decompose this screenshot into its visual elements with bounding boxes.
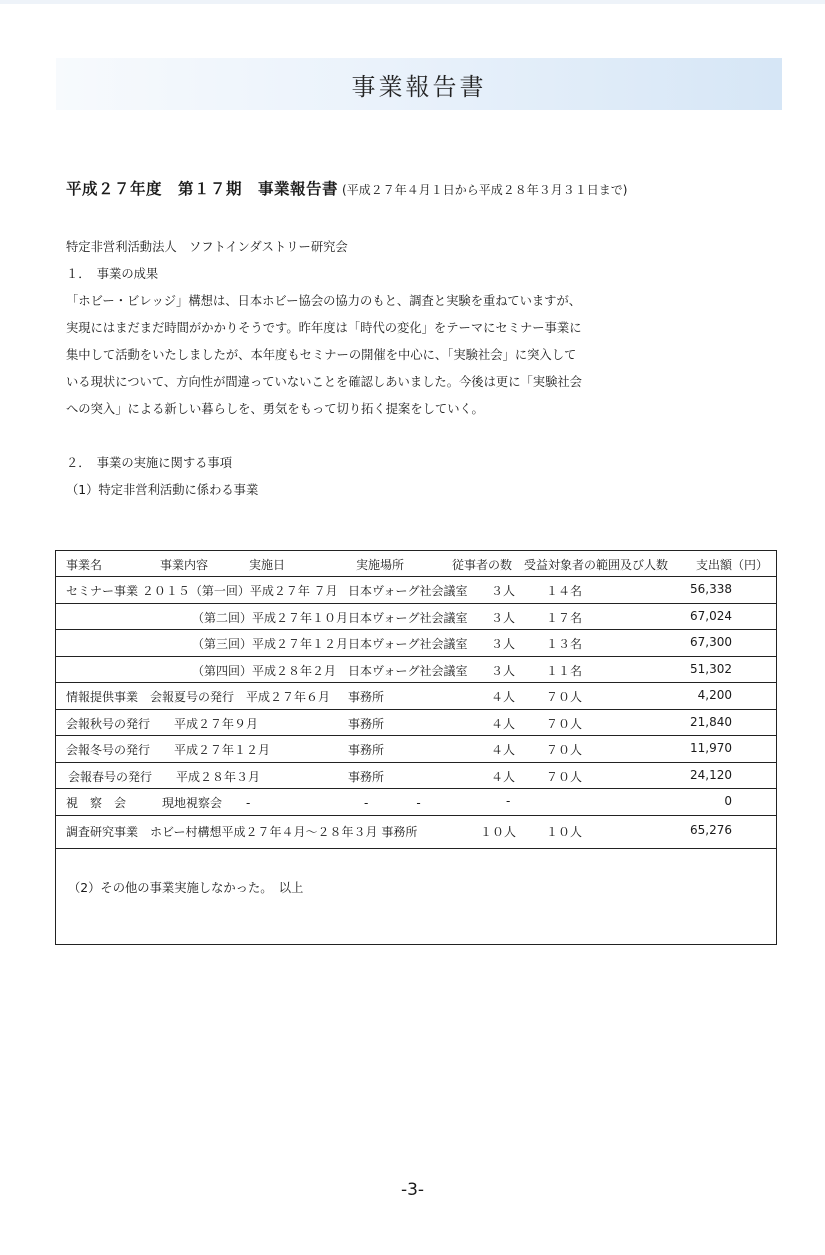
row-amount: 56,338 <box>690 582 732 596</box>
subsection-1-title: （1）特定非営利活動に係わる事業 <box>66 483 259 497</box>
table-row <box>56 683 776 710</box>
row-place: 日本ヴォーグ社会議室 <box>348 663 468 678</box>
top-border-line <box>0 0 825 4</box>
blank-line <box>66 423 626 450</box>
row-place: 事務所 <box>348 769 385 784</box>
table-row <box>56 789 776 816</box>
row-beneficiaries: １０人 <box>546 824 583 839</box>
section-1-paragraph-line: 実現にはまだまだ時間がかかりそうです。昨年度は「時代の変化」をテーマにセミナー事業に <box>66 321 582 335</box>
row-staff: ４人 <box>491 743 516 757</box>
row-description: 会報春号の発行 平成２８年３月 <box>68 769 261 784</box>
row-amount: 67,300 <box>690 635 732 649</box>
row-description: （第三回）平成２７年１２月 <box>192 637 349 651</box>
activity-table <box>55 550 777 945</box>
header-amount: 支出額（円） <box>696 558 769 572</box>
row-description: （第四回）平成２８年２月 <box>192 663 337 678</box>
title-banner <box>56 58 782 110</box>
row-amount: 11,970 <box>690 741 732 755</box>
table-row <box>56 604 776 631</box>
section-1-paragraph-line: 「ホビー・ビレッジ」構想は、日本ホビー協会の協力のもと、調査と実験を重ねていますが、 <box>66 294 582 308</box>
row-staff: ３人 <box>491 584 516 598</box>
row-amount: 24,120 <box>690 767 732 782</box>
row-description: 情報提供事業 会報夏号の発行 平成２７年６月 <box>66 690 331 704</box>
table-row <box>56 657 776 684</box>
page-number: -3- <box>400 1180 425 1200</box>
row-place: 日本ヴォーグ社会議室 <box>348 637 468 651</box>
row-staff: ４人 <box>491 716 516 731</box>
row-staff: ３人 <box>491 663 516 678</box>
header-place: 実施場所 <box>356 558 405 572</box>
row-description: 視 察 会 現地視察会 - <box>66 796 251 810</box>
section-1-paragraph-line: 集中して活動をいたしましたが、本年度もセミナーの開催を中心に、「実験社会」に突入して <box>66 348 577 362</box>
row-staff: ３人 <box>491 637 516 651</box>
row-beneficiaries: ７０人 <box>546 690 583 704</box>
table-row <box>56 763 776 790</box>
row-place: - - <box>364 796 421 810</box>
page-title: 事業報告書 <box>351 72 487 101</box>
section-2-title: ２． 事業の実施に関する事項 <box>66 456 233 470</box>
header-date: 実施日 <box>249 558 286 572</box>
header-staff-count: 従事者の数 <box>452 558 513 572</box>
table-row <box>56 630 776 657</box>
row-place: 事務所 <box>348 743 385 757</box>
row-beneficiaries: ７０人 <box>546 743 583 757</box>
row-beneficiaries: ７０人 <box>546 716 583 731</box>
header-content: 事業内容 <box>160 558 209 572</box>
row-beneficiaries: １７名 <box>546 610 583 625</box>
row-beneficiaries: １１名 <box>546 663 583 678</box>
row-place: 事務所 <box>348 716 385 731</box>
row-description: セミナー事業 ２０１５（第一回）平成２７年 ７月 <box>66 584 338 598</box>
row-staff: ３人 <box>491 610 516 625</box>
table-row <box>56 577 776 604</box>
row-staff: ４人 <box>491 769 516 784</box>
row-amount: 21,840 <box>690 714 732 729</box>
row-amount: 0 <box>724 794 732 808</box>
section-1-paragraph-line: への突入」による新しい暮らしを、勇気をもって切り拓く提案をしていく。 <box>66 402 484 416</box>
row-amount: 67,024 <box>690 608 732 623</box>
organization-name: 特定非営利活動法人 ソフトインダストリー研究会 <box>66 240 348 254</box>
row-beneficiaries: １４名 <box>546 584 583 598</box>
report-period: (平成２７年４月１日から平成２８年３月３１日まで) <box>342 183 628 197</box>
table-header <box>56 551 776 577</box>
row-amount: 51,302 <box>690 661 732 676</box>
row-staff: - <box>506 794 511 808</box>
header-project-name: 事業名 <box>66 558 103 572</box>
header-beneficiaries: 受益対象者の範囲及び人数 <box>524 558 669 572</box>
row-description: 会報秋号の発行 平成２７年９月 <box>66 716 259 731</box>
row-place: 日本ヴォーグ社会議室 <box>348 584 468 598</box>
row-beneficiaries: ７０人 <box>546 769 583 784</box>
report-heading-main: 平成２７年度 第１７期 事業報告書 <box>66 180 339 198</box>
section-1-paragraph-line: いる現状について、方向性が間違っていないことを確認しあいました。今後は更に「実験社会 <box>66 375 582 389</box>
table-row <box>56 710 776 737</box>
row-description: 調査研究事業 ホビー村構想平成２７年４月〜２８年３月 事務所 <box>66 824 418 839</box>
report-heading <box>66 177 627 199</box>
row-staff: ４人 <box>491 690 516 704</box>
row-description: 会報冬号の発行 平成２７年１２月 <box>66 743 271 757</box>
row-beneficiaries: １３名 <box>546 637 583 651</box>
other-activities-note: （2）その他の事業実施しなかった。 以上 <box>68 881 304 895</box>
row-place: 事務所 <box>348 690 385 704</box>
section-1-title: １． 事業の成果 <box>66 267 159 281</box>
row-amount: 4,200 <box>697 688 732 702</box>
report-body <box>66 234 626 504</box>
table-row <box>56 816 776 849</box>
table-row <box>56 736 776 763</box>
row-description: （第二回）平成２７年１０月 <box>192 610 349 625</box>
row-place: 日本ヴォーグ社会議室 <box>348 610 468 625</box>
row-amount: 65,276 <box>690 822 732 837</box>
row-staff: １０人 <box>480 824 517 839</box>
